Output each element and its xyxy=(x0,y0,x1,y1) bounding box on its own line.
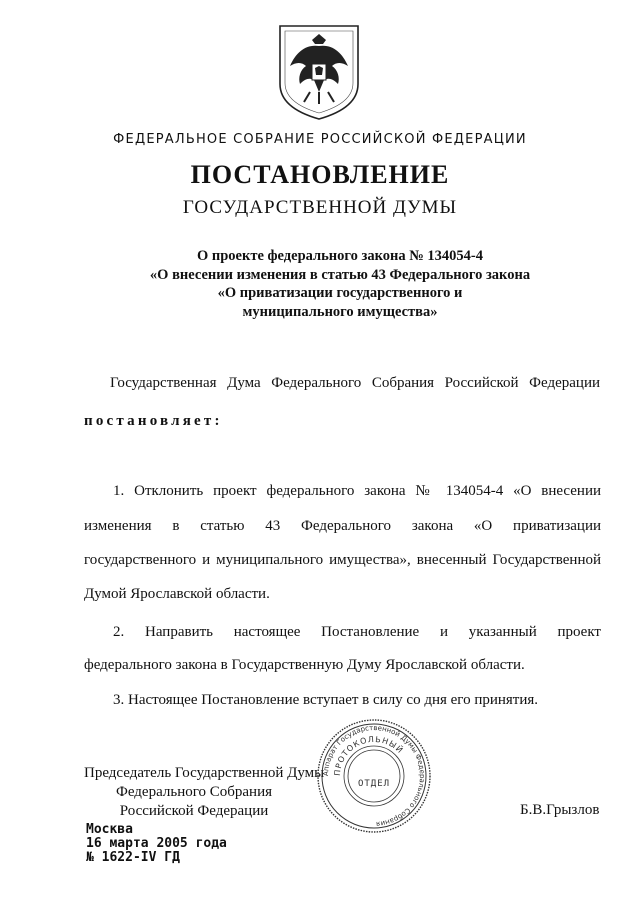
heading-line: «О внесении изменения в статью 43 Федерального закона xyxy=(149,266,531,283)
stamp-center-text: ОТДЕЛ xyxy=(357,779,391,789)
body-line: 2. Направить настоящее Постановление и указанный проект xyxy=(113,624,601,640)
body-line: изменения в статью 43 Федерального закона «О приватизации xyxy=(84,518,601,534)
body-line: 3. Настоящее Постановление вступает в силу со дня его принятия. xyxy=(113,692,539,708)
signer-position-line: Председатель Государственной Думы xyxy=(84,765,325,781)
document-footer xyxy=(86,823,286,865)
body-line: Думой Ярославской области. xyxy=(84,586,270,602)
body-line: федерального закона в Государственную Думу Ярославской области. xyxy=(84,657,525,673)
body-line: 1. Отклонить проект федерального закона № 134054-4 «О внесении xyxy=(113,483,601,499)
footer-number: № 1622-IV ГД xyxy=(86,850,180,865)
signer-position-line: Федерального Собрания xyxy=(115,784,273,800)
stamp-ring-text: Аппарат Государственной Думы Федерального Собрания xyxy=(321,723,427,828)
decree-word: постановляет: xyxy=(84,413,223,429)
stamp-middle-text: ПРОТОКОЛЬНЫЙ xyxy=(332,734,405,777)
organization-name: ФЕДЕРАЛЬНОЕ СОБРАНИЕ РОССИЙСКОЙ ФЕДЕРАЦИИ xyxy=(113,132,527,147)
heading-line: О проекте федерального закона № 134054-4 xyxy=(196,248,484,264)
coat-of-arms-icon xyxy=(276,22,362,122)
heading-line: муниципального имущества» xyxy=(242,303,438,320)
signer-position-line: Российской Федерации xyxy=(119,803,269,819)
heading-line: «О приватизации государственного и xyxy=(217,285,463,301)
body-line: государственного и муниципального имущества», внесенный Государственной xyxy=(84,552,601,568)
signature-block xyxy=(84,764,325,821)
document-subtitle: ГОСУДАРСТВЕННОЙ ДУМЫ xyxy=(182,197,458,218)
document-title: ПОСТАНОВЛЕНИЕ xyxy=(190,160,450,189)
official-stamp xyxy=(316,718,432,834)
footer-date: 16 марта 2005 года xyxy=(86,836,227,851)
signer-name: Б.В.Грызлов xyxy=(520,802,600,818)
intro-text: Государственная Дума Федерального Собрания Российской Федерации xyxy=(110,375,600,391)
resolution-heading xyxy=(120,247,560,321)
footer-city: Москва xyxy=(86,822,133,837)
